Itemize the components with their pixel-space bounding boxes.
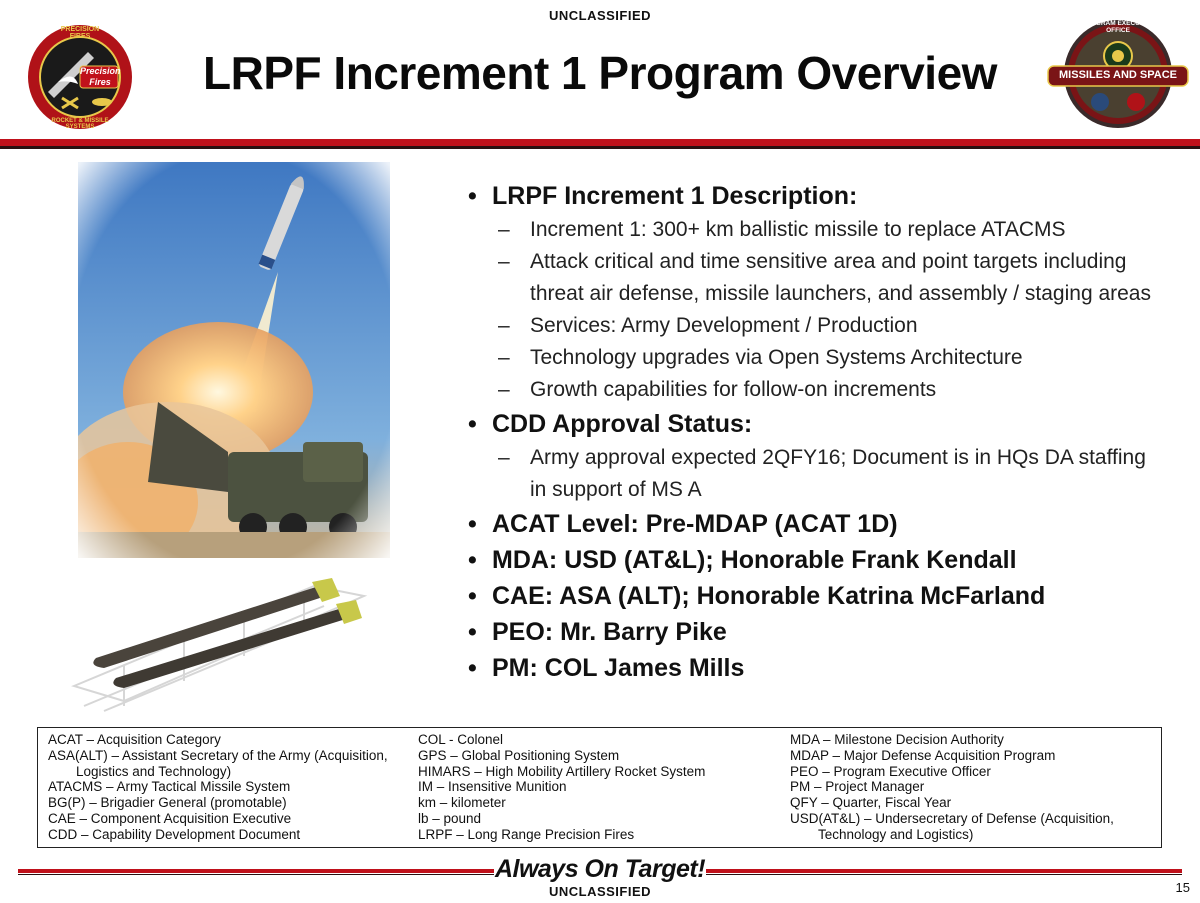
bullet-item xyxy=(468,506,1188,542)
logo-ring-text: PROGRAM EXECUTIVE OFFICE xyxy=(1081,20,1155,34)
sub-bullet: – Services: Army Development / Production xyxy=(498,314,918,337)
page-title: LRPF Increment 1 Program Overview xyxy=(203,47,997,99)
glossary-entry: COL - Colonel xyxy=(418,732,504,747)
footer-tagline: Always On Target! xyxy=(494,855,706,883)
bullet-item xyxy=(468,614,1188,650)
bullet-dot: • xyxy=(468,546,477,574)
glossary-entry-continuation: Logistics and Technology) xyxy=(76,763,232,779)
glossary-entry: MDA – Milestone Decision Authority xyxy=(790,732,1004,747)
glossary-entry: GPS – Global Positioning System xyxy=(418,747,620,763)
bullet-item xyxy=(468,650,1188,686)
glossary-entry: ASA(ALT) – Assistant Secretary of the Army (Acquisition, xyxy=(48,747,388,763)
logo-ring-text: PRECISION FIRES xyxy=(60,26,100,40)
bullet-label: LRPF Increment 1 Description: xyxy=(492,182,858,210)
glossary-entry: PEO – Program Executive Officer xyxy=(790,763,991,779)
glossary-entry: LRPF – Long Range Precision Fires xyxy=(418,826,635,842)
glossary-entry: ATACMS – Army Tactical Missile System xyxy=(48,779,291,795)
glossary-entry: MDAP – Major Defense Acquisition Program xyxy=(790,747,1056,763)
bullet-label: PM: COL James Mills xyxy=(492,654,745,682)
sub-bullet: – Increment 1: 300+ km ballistic missile to replace ATACMS xyxy=(498,218,1066,241)
bullet-label: PEO: Mr. Barry Pike xyxy=(492,618,727,646)
bullet-label: ACAT Level: Pre-MDAP (ACAT 1D) xyxy=(492,510,898,538)
footer-rule-left-shadow xyxy=(18,874,494,875)
glossary-column-3 xyxy=(790,732,1114,843)
peo-missiles-and-space-logo xyxy=(1046,18,1190,130)
glossary-entry: USD(AT&L) – Undersecretary of Defense (Acquisition, xyxy=(790,810,1114,826)
sub-bullet: – Technology upgrades via Open Systems Architecture xyxy=(498,346,1023,369)
sub-bullet-continuation: in support of MS A xyxy=(530,478,702,501)
sub-bullet-continuation: threat air defense, missile launchers, and assembly / staging areas xyxy=(530,282,1151,305)
glossary-entry: PM – Project Manager xyxy=(790,779,925,795)
glossary-entry: BG(P) – Brigadier General (promotable) xyxy=(48,795,287,811)
bullet-item xyxy=(468,542,1188,578)
glossary-entry: IM – Insensitive Munition xyxy=(418,779,567,795)
bullet-label: MDA: USD (AT&L); Honorable Frank Kendall xyxy=(492,546,1017,574)
footer-rule-left xyxy=(18,869,494,873)
bullet-dot: • xyxy=(468,654,477,682)
bullet-dot: • xyxy=(468,618,477,646)
header-rule xyxy=(0,139,1200,146)
sub-bullet: – Army approval expected 2QFY16; Document is in HQs DA staffing xyxy=(498,446,1146,469)
footer-rule-right-shadow xyxy=(706,874,1182,875)
bullet-item xyxy=(468,178,1188,406)
bullet-item xyxy=(468,406,1188,506)
glossary-entry: HIMARS – High Mobility Artillery Rocket System xyxy=(418,763,706,779)
bullet-item xyxy=(468,578,1188,614)
page-number: 15 xyxy=(1175,880,1190,895)
footer-rule-right xyxy=(706,869,1182,873)
glossary-entry: CAE – Component Acquisition Executive xyxy=(48,810,292,826)
classification-marking-bottom: UNCLASSIFIED xyxy=(548,884,652,899)
glossary-entry: ACAT – Acquisition Category xyxy=(48,732,221,747)
precision-fires-logo xyxy=(18,22,142,132)
glossary-entry: km – kilometer xyxy=(418,795,506,811)
missile-launch-photo xyxy=(78,162,390,558)
bullet-dot: • xyxy=(468,510,477,538)
bullet-label: CAE: ASA (ALT); Honorable Katrina McFarland xyxy=(492,582,1046,610)
classification-marking-top: UNCLASSIFIED xyxy=(548,8,652,23)
bullet-label: CDD Approval Status: xyxy=(492,410,753,438)
acronym-glossary xyxy=(37,727,1162,848)
logo-word-precision: Precision xyxy=(80,66,121,76)
glossary-entry: lb – pound xyxy=(418,810,482,826)
logo-banner-text: MISSILES AND SPACE xyxy=(1059,69,1177,81)
logo-word-fires: Fires xyxy=(89,77,111,87)
bullet-dot: • xyxy=(468,582,477,610)
glossary-entry: CDD – Capability Development Document xyxy=(48,826,301,842)
bullet-dot: • xyxy=(468,410,477,438)
logo-wordmark xyxy=(80,66,120,88)
glossary-column-2 xyxy=(418,732,705,843)
glossary-entry: QFY – Quarter, Fiscal Year xyxy=(790,795,952,811)
logo-ring-bottom-text: ROCKET & MISSILE SYSTEMS xyxy=(51,118,109,130)
header-rule-shadow xyxy=(0,146,1200,149)
missile-pod-rendering xyxy=(64,566,374,716)
glossary-entry-continuation: Technology and Logistics) xyxy=(818,826,974,842)
bullet-dot: • xyxy=(468,182,477,210)
glossary-column-1 xyxy=(48,732,388,843)
sub-bullet: – Growth capabilities for follow-on increments xyxy=(498,378,937,401)
sub-bullet: – Attack critical and time sensitive area and point targets including xyxy=(498,250,1127,273)
bullet-list xyxy=(468,178,1188,686)
